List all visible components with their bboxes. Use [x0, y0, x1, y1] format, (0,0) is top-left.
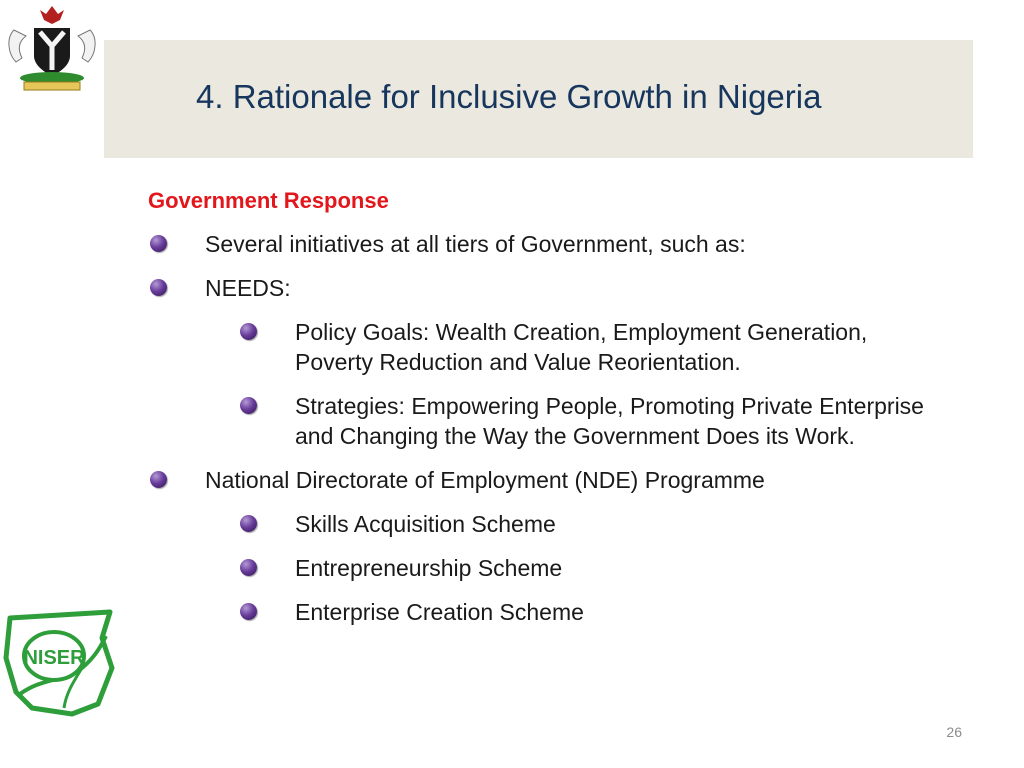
bullet-text: Entrepreneurship Scheme [295, 555, 563, 581]
bullet-text: Skills Acquisition Scheme [295, 511, 556, 537]
title-bar [104, 40, 973, 158]
bullet-item [148, 465, 948, 495]
bullet-text: Policy Goals: Wealth Creation, Employment Generation, Poverty Reduction and Value Reorientation. [295, 319, 868, 375]
slide-title: 4. Rationale for Inclusive Growth in Nigeria [196, 78, 822, 115]
slide-content [148, 186, 948, 641]
bullet-text: National Directorate of Employment (NDE) Programme [205, 467, 765, 493]
page-number: 26 [946, 724, 962, 740]
bullet-icon [150, 235, 167, 252]
bullet-item [148, 229, 948, 259]
bullet-text: Strategies: Empowering People, Promoting Private Enterprise and Changing the Way the Government Does its Work. [295, 393, 924, 449]
bullet-text: Enterprise Creation Scheme [295, 599, 584, 625]
coat-of-arms-icon [0, 0, 104, 96]
bullet-icon [240, 397, 257, 414]
sub-bullet-item [148, 391, 948, 451]
bullet-text: Several initiatives at all tiers of Government, such as: [205, 231, 746, 257]
sub-bullet-item [148, 553, 948, 583]
niser-logo-text: NISER [23, 647, 85, 669]
niser-logo-icon [2, 608, 120, 718]
bullet-item [148, 273, 948, 303]
sub-bullet-item [148, 317, 948, 377]
bullet-icon [150, 279, 167, 296]
sub-bullet-item [148, 509, 948, 539]
bullet-icon [150, 471, 167, 488]
section-heading: Government Response [148, 188, 389, 213]
sub-bullet-item [148, 597, 948, 627]
bullet-icon [240, 603, 257, 620]
bullet-text: NEEDS: [205, 275, 291, 301]
bullet-icon [240, 323, 257, 340]
bullet-icon [240, 515, 257, 532]
bullet-icon [240, 559, 257, 576]
